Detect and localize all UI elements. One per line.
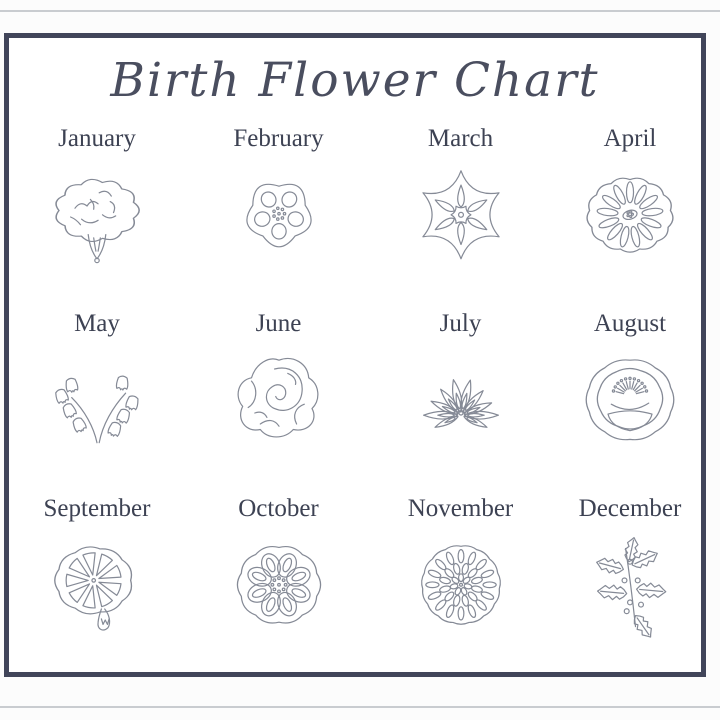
- month-label-august: August: [593, 310, 667, 337]
- month-cell-june: [185, 309, 372, 457]
- daffodil-flower-icon: [406, 162, 516, 272]
- month-label-october: October: [238, 495, 319, 522]
- month-label-december: December: [578, 495, 682, 522]
- daisy-flower-icon: [575, 162, 685, 272]
- month-cell-october: [185, 494, 372, 642]
- month-label-may: May: [74, 310, 120, 337]
- month-label-february: February: [233, 125, 324, 152]
- month-label-september: September: [43, 495, 151, 522]
- chart-title: Birth Flower Chart: [110, 53, 600, 108]
- month-label-january: January: [58, 125, 136, 152]
- month-cell-january: [9, 124, 185, 272]
- morning-glory-flower-icon: [42, 532, 152, 642]
- month-cell-november: [372, 494, 549, 642]
- lily-of-the-valley-flower-icon: [42, 347, 152, 457]
- month-label-november: November: [407, 495, 514, 522]
- month-label-march: March: [427, 125, 494, 152]
- chrysanthemum-flower-icon: [406, 532, 516, 642]
- poppy-flower-icon: [575, 347, 685, 457]
- marigold-flower-icon: [224, 532, 334, 642]
- page-bottom-rule: [0, 706, 720, 708]
- page-top-rule: [0, 10, 720, 12]
- rose-flower-icon: [224, 347, 334, 457]
- month-cell-august: [549, 309, 711, 457]
- month-label-april: April: [603, 125, 657, 152]
- month-grid: [9, 124, 701, 642]
- month-label-july: July: [439, 310, 482, 337]
- month-cell-april: [549, 124, 711, 272]
- month-cell-march: [372, 124, 549, 272]
- month-cell-december: [549, 494, 711, 642]
- month-cell-may: [9, 309, 185, 457]
- water-lily-flower-icon: [406, 347, 516, 457]
- month-cell-february: [185, 124, 372, 272]
- holly-flower-icon: [575, 532, 685, 642]
- chart-frame: [4, 33, 706, 677]
- violet-flower-icon: [224, 162, 334, 272]
- month-cell-july: [372, 309, 549, 457]
- month-label-june: June: [255, 310, 302, 337]
- month-cell-september: [9, 494, 185, 642]
- carnation-flower-icon: [42, 162, 152, 272]
